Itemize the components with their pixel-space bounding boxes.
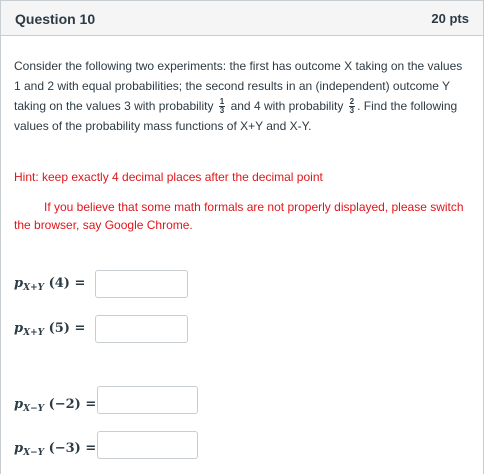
answer-input-pxy-4[interactable] xyxy=(95,270,188,298)
question-header xyxy=(0,0,484,36)
question-title: Question 10 xyxy=(15,11,96,27)
fraction-two-thirds xyxy=(349,98,355,115)
answer-input-pxmy-neg2[interactable] xyxy=(97,386,198,414)
equation-row-pxmy-neg3 xyxy=(14,434,96,464)
problem-text-part2: and 4 with probability xyxy=(227,99,347,113)
equation-label: $p_{X-Y}$ (−2) = xyxy=(14,396,97,414)
answer-input-pxy-5[interactable] xyxy=(95,315,188,343)
fraction-one-third xyxy=(219,98,225,115)
question-points: 20 pts xyxy=(431,11,469,26)
equation-label: $p_{X+Y}$ (4) = xyxy=(14,275,86,293)
fraction-numerator: 2 xyxy=(349,97,355,107)
equation-label: $p_{X-Y}$ (−3) = xyxy=(14,440,97,458)
problem-text-part1: Consider the following two experiments: the first has outcome X taking on the values 1 and 2 with equal probabilities; the second results in an (independent) outcome Y taking on the values 3 with probability xyxy=(14,59,463,113)
fraction-denominator: 3 xyxy=(219,106,225,116)
problem-text-part3: . Find the following values of the probability mass functions of X+Y and X-Y. xyxy=(14,99,458,133)
fraction-numerator: 1 xyxy=(219,97,225,107)
answer-input-pxmy-neg3[interactable] xyxy=(97,431,198,459)
problem-text xyxy=(14,56,472,136)
equation-row-pxmy-neg2 xyxy=(14,390,96,420)
equation-label: $p_{X+Y}$ (5) = xyxy=(14,320,86,338)
equation-row-pxy-5 xyxy=(14,314,85,344)
equation-row-pxy-4 xyxy=(14,269,85,299)
hint-text: Hint: keep exactly 4 decimal places after the decimal point xyxy=(14,170,323,184)
fraction-denominator: 3 xyxy=(349,106,355,116)
browser-note: If you believe that some math formals are not properly displayed, please switch the browser, say Google Chrome. xyxy=(14,200,464,232)
